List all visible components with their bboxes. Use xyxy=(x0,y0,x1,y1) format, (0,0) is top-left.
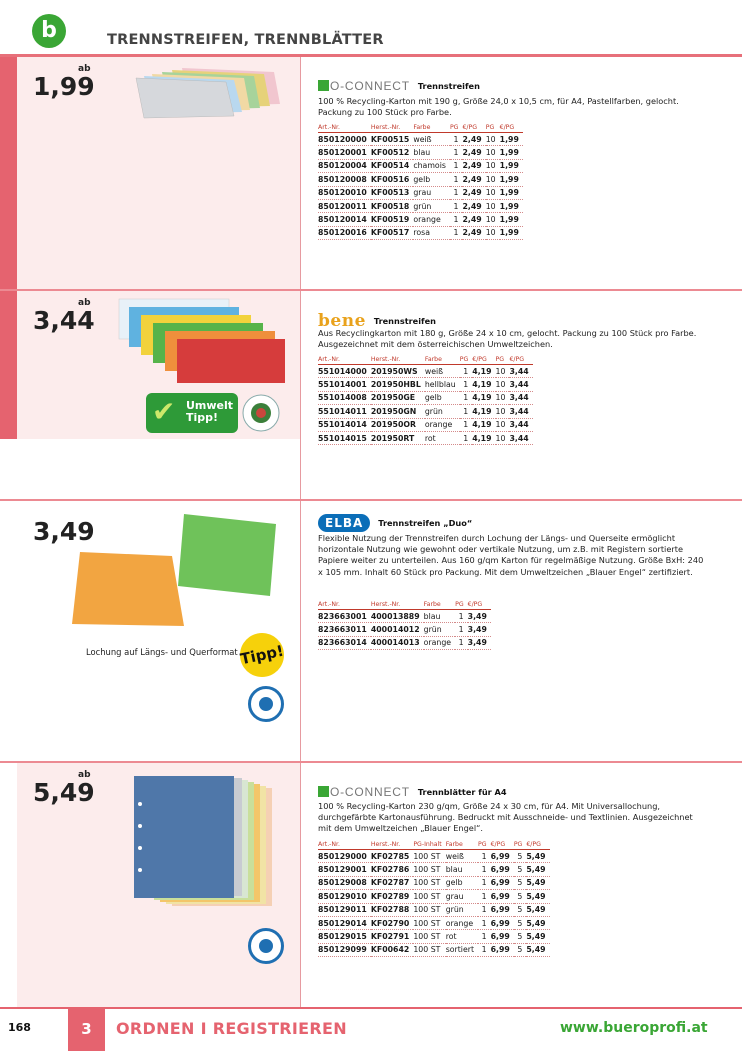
table-cell: KF02788 xyxy=(371,903,414,916)
table-cell: 1 xyxy=(450,199,463,212)
table-cell: weiß xyxy=(446,850,478,863)
column-header: Herst.-Nr. xyxy=(371,124,414,133)
table-cell: 3,44 xyxy=(509,405,532,418)
table-row xyxy=(318,890,550,903)
price-prefix: ab xyxy=(78,770,91,780)
price-label: 1,99 xyxy=(33,72,95,101)
table-cell: 2,49 xyxy=(462,173,485,186)
table-cell: 5,49 xyxy=(526,916,549,929)
table-cell: 1 xyxy=(478,916,491,929)
table-cell: 1,99 xyxy=(500,199,523,212)
table-cell: KF02786 xyxy=(371,863,414,876)
table-cell: rot xyxy=(425,431,460,444)
table-cell: 4,19 xyxy=(472,405,495,418)
table-cell: grün xyxy=(425,405,460,418)
checkmark-icon: ✔ xyxy=(152,395,176,428)
table-row xyxy=(318,418,533,431)
product-image-index-sheets xyxy=(130,774,280,914)
table-cell: grau xyxy=(446,890,478,903)
column-header: PG xyxy=(450,124,463,133)
table-cell: 100 ST xyxy=(413,903,445,916)
table-cell: 100 ST xyxy=(413,850,445,863)
table-cell: 1 xyxy=(460,431,473,444)
table-cell: orange xyxy=(413,213,450,226)
table-cell: 850129011 xyxy=(318,903,371,916)
umwelt-tipp-badge: Umwelt Tipp! xyxy=(146,393,238,433)
column-header: Art.-Nr. xyxy=(318,601,371,610)
product-name: Trennstreifen xyxy=(373,316,436,326)
product-description: 100 % Recycling-Karton 230 g/qm, Größe 24 x 30 cm, für A4. Mit Universallochung, durchgefärbte Kartonausführung. Bedruckt mit Ausschneide- und Textlinien. Ausgezeichnet mit dem Umweltzeichen „Blauer Engel“. xyxy=(318,801,693,834)
table-row xyxy=(318,391,533,404)
product-name: Trennstreifen xyxy=(417,81,480,91)
table-cell: 400013889 xyxy=(371,610,424,623)
column-header: PG xyxy=(514,841,527,850)
table-cell: 850120008 xyxy=(318,173,371,186)
table-row xyxy=(318,903,550,916)
table-cell: 6,99 xyxy=(491,863,514,876)
table-cell: 1 xyxy=(460,405,473,418)
column-header: Herst.-Nr. xyxy=(371,601,424,610)
table-cell: 2,49 xyxy=(462,186,485,199)
table-cell: hellblau xyxy=(425,378,460,391)
column-header: PG xyxy=(455,601,468,610)
article-table xyxy=(318,841,550,957)
table-cell: 1 xyxy=(478,863,491,876)
table-cell: 1 xyxy=(455,623,468,636)
table-cell: 850120001 xyxy=(318,146,371,159)
column-header: PG xyxy=(496,356,510,365)
chapter-side-tab xyxy=(0,57,17,439)
table-cell: 6,99 xyxy=(491,903,514,916)
table-cell: 1 xyxy=(460,365,473,378)
table-cell: 1 xyxy=(460,418,473,431)
table-cell: 1,99 xyxy=(500,226,523,239)
table-cell: 5,49 xyxy=(526,890,549,903)
table-cell: 3,49 xyxy=(468,623,491,636)
table-cell: 6,99 xyxy=(491,930,514,943)
table-cell: rot xyxy=(446,930,478,943)
table-cell: 400014013 xyxy=(371,636,424,649)
table-cell: 5 xyxy=(514,876,527,889)
column-header: Farbe xyxy=(424,601,455,610)
table-cell: 1,99 xyxy=(500,173,523,186)
table-cell: 5,49 xyxy=(526,850,549,863)
table-cell: 10 xyxy=(496,431,510,444)
product-description: Flexible Nutzung der Trennstreifen durch Lochung der Längs- und Querseite ermöglicht horizontale Nutzung wie gewohnt oder vertikale Nutzung, um z.B. mit Registern sortierte Papiere weiter zu unterteilen. Aus 160 g/qm Karton für regelmäßige Nutzung. Größe BxH: 240 x 105 mm. Inhalt 60 Stück pro Packung. Mit dem Umweltzeichen „Blauer Engel“ zertifiziert. xyxy=(318,533,704,577)
table-cell: 4,19 xyxy=(472,431,495,444)
table-row xyxy=(318,173,523,186)
table-cell: grün xyxy=(446,903,478,916)
table-cell: weiß xyxy=(425,365,460,378)
table-cell: 100 ST xyxy=(413,890,445,903)
column-header: €/PG xyxy=(509,356,532,365)
brand-logo-elba: ELBA xyxy=(318,514,370,532)
column-header: Art.-Nr. xyxy=(318,124,371,133)
table-cell: blau xyxy=(424,610,455,623)
table-row xyxy=(318,133,523,146)
table-row xyxy=(318,876,550,889)
column-header: €/PG xyxy=(472,356,495,365)
table-cell: 201950RT xyxy=(371,431,425,444)
brand-logo-oconnect: O-CONNECT xyxy=(318,785,410,799)
product-description: 100 % Recycling-Karton mit 190 g, Größe 24,0 x 10,5 cm, für A4, Pastellfarben, gelocht. Packung zu 100 Stück pro Farbe. xyxy=(318,96,679,118)
table-cell: orange xyxy=(424,636,455,649)
table-cell: 1 xyxy=(478,850,491,863)
table-cell: 201950GE xyxy=(371,391,425,404)
table-cell: 3,49 xyxy=(468,610,491,623)
table-cell: KF00519 xyxy=(371,213,414,226)
table-cell: 551014014 xyxy=(318,418,371,431)
table-cell: 100 ST xyxy=(413,876,445,889)
chapter-title: ORDNEN I REGISTRIEREN xyxy=(116,1019,347,1038)
section-divider xyxy=(300,763,301,1008)
table-cell: blau xyxy=(413,146,450,159)
table-cell: 201950GN xyxy=(371,405,425,418)
table-cell: 5,49 xyxy=(526,876,549,889)
table-cell: 823663011 xyxy=(318,623,371,636)
section-divider xyxy=(300,291,301,500)
column-header: €/PG xyxy=(462,124,485,133)
table-cell: KF00515 xyxy=(371,133,414,146)
table-cell: 551014015 xyxy=(318,431,371,444)
product-name: Trennblätter für A4 xyxy=(417,787,507,797)
table-row xyxy=(318,636,491,649)
section-2-lower-pane xyxy=(17,439,301,499)
column-header: Herst.-Nr. xyxy=(371,841,414,850)
table-cell: KF00514 xyxy=(371,159,414,172)
table-cell: 10 xyxy=(496,391,510,404)
table-cell: orange xyxy=(425,418,460,431)
table-cell: 1 xyxy=(450,173,463,186)
table-cell: 5,49 xyxy=(526,943,549,956)
table-cell: 5 xyxy=(514,850,527,863)
table-cell: 1 xyxy=(478,903,491,916)
table-cell: 1 xyxy=(478,890,491,903)
table-cell: 551014008 xyxy=(318,391,371,404)
table-cell: 1 xyxy=(460,391,473,404)
page-title: TRENNSTREIFEN, TRENNBLÄTTER xyxy=(107,32,384,48)
table-cell: 10 xyxy=(496,365,510,378)
table-cell: 5 xyxy=(514,930,527,943)
table-cell: sortiert xyxy=(446,943,478,956)
table-cell: 850120004 xyxy=(318,159,371,172)
table-cell: 10 xyxy=(496,418,510,431)
table-cell: 5 xyxy=(514,903,527,916)
table-row xyxy=(318,863,550,876)
table-cell: 850129099 xyxy=(318,943,371,956)
table-cell: 850129010 xyxy=(318,890,371,903)
section-separator xyxy=(0,499,742,501)
table-cell: 1 xyxy=(450,226,463,239)
table-cell: 100 ST xyxy=(413,930,445,943)
table-cell: KF02791 xyxy=(371,930,414,943)
table-cell: 6,99 xyxy=(491,876,514,889)
table-row xyxy=(318,146,523,159)
table-cell: KF00512 xyxy=(371,146,414,159)
table-cell: 1,99 xyxy=(500,213,523,226)
table-row xyxy=(318,159,523,172)
brand-logo: b xyxy=(32,14,66,48)
table-cell: 2,49 xyxy=(462,199,485,212)
table-cell: 100 ST xyxy=(413,863,445,876)
table-cell: 5 xyxy=(514,863,527,876)
table-cell: KF02789 xyxy=(371,890,414,903)
table-cell: 10 xyxy=(486,173,500,186)
table-row xyxy=(318,916,550,929)
table-cell: 551014011 xyxy=(318,405,371,418)
table-cell: 850129014 xyxy=(318,916,371,929)
brand-row xyxy=(318,79,480,93)
table-cell: 3,44 xyxy=(509,378,532,391)
column-header: Farbe xyxy=(446,841,478,850)
table-cell: 100 ST xyxy=(413,916,445,929)
section-divider xyxy=(300,501,301,761)
table-cell: 1,99 xyxy=(500,159,523,172)
column-header: Art.-Nr. xyxy=(318,356,371,365)
table-cell: 10 xyxy=(486,226,500,239)
table-cell: 1 xyxy=(450,133,463,146)
table-row xyxy=(318,213,523,226)
table-cell: 10 xyxy=(486,199,500,212)
table-cell: 2,49 xyxy=(462,159,485,172)
column-header: €/PG xyxy=(526,841,549,850)
table-cell: 1 xyxy=(478,943,491,956)
table-row xyxy=(318,378,533,391)
table-cell: 3,44 xyxy=(509,391,532,404)
table-cell: KF00513 xyxy=(371,186,414,199)
chapter-number: 3 xyxy=(68,1008,105,1051)
table-cell: 5,49 xyxy=(526,930,549,943)
table-cell: 1 xyxy=(460,378,473,391)
price-prefix: ab xyxy=(78,298,91,308)
page-number: 168 xyxy=(8,1021,31,1034)
table-row xyxy=(318,850,550,863)
table-cell: 850120011 xyxy=(318,199,371,212)
image-caption: Lochung auf Längs- und Querformat xyxy=(86,647,238,657)
table-row xyxy=(318,226,523,239)
column-header: €/PG xyxy=(468,601,491,610)
table-cell: gelb xyxy=(446,876,478,889)
table-cell: 10 xyxy=(486,159,500,172)
table-cell: 2,49 xyxy=(462,146,485,159)
table-cell: 1,99 xyxy=(500,146,523,159)
table-cell: orange xyxy=(446,916,478,929)
article-table xyxy=(318,601,491,650)
table-cell: chamois xyxy=(413,159,450,172)
table-cell: 2,49 xyxy=(462,213,485,226)
table-cell: 5 xyxy=(514,916,527,929)
table-cell: 1 xyxy=(478,876,491,889)
table-cell: 6,99 xyxy=(491,916,514,929)
table-cell: rosa xyxy=(413,226,450,239)
column-header: PG xyxy=(478,841,491,850)
tipp-badge: Tipp! xyxy=(236,629,288,681)
table-cell: 4,19 xyxy=(472,391,495,404)
table-cell: gelb xyxy=(413,173,450,186)
table-cell: 4,19 xyxy=(472,378,495,391)
table-cell: 1 xyxy=(455,610,468,623)
table-cell: KF02785 xyxy=(371,850,414,863)
table-cell: 823663014 xyxy=(318,636,371,649)
table-cell: gelb xyxy=(425,391,460,404)
column-header: Farbe xyxy=(413,124,450,133)
column-header: Farbe xyxy=(425,356,460,365)
table-cell: 6,99 xyxy=(491,850,514,863)
table-row xyxy=(318,623,491,636)
brand-row xyxy=(318,514,472,532)
table-cell: 10 xyxy=(486,186,500,199)
table-cell: KF02790 xyxy=(371,916,414,929)
table-cell: 5,49 xyxy=(526,903,549,916)
table-cell: KF00516 xyxy=(371,173,414,186)
column-header: Herst.-Nr. xyxy=(371,356,425,365)
table-cell: grün xyxy=(413,199,450,212)
table-cell: 850129000 xyxy=(318,850,371,863)
column-header: PG xyxy=(460,356,473,365)
table-cell: KF00518 xyxy=(371,199,414,212)
table-cell: 551014000 xyxy=(318,365,371,378)
blauer-engel-icon xyxy=(248,686,284,722)
table-row xyxy=(318,431,533,444)
table-cell: 5,49 xyxy=(526,863,549,876)
column-header: €/PG xyxy=(491,841,514,850)
table-row xyxy=(318,405,533,418)
table-cell: 5 xyxy=(514,890,527,903)
table-row xyxy=(318,199,523,212)
column-header: PG-Inhalt xyxy=(413,841,445,850)
table-cell: 201950OR xyxy=(371,418,425,431)
table-cell: 1,99 xyxy=(500,186,523,199)
column-header: Art.-Nr. xyxy=(318,841,371,850)
footer-separator xyxy=(0,1007,742,1009)
column-header: €/PG xyxy=(500,124,523,133)
table-cell: 3,44 xyxy=(509,431,532,444)
table-cell: 10 xyxy=(486,133,500,146)
table-row xyxy=(318,943,550,956)
table-cell: 10 xyxy=(486,146,500,159)
brand-row xyxy=(318,785,507,799)
table-cell: 2,49 xyxy=(462,226,485,239)
product-description: Aus Recyclingkarton mit 180 g, Größe 24 x 10 cm, gelocht. Packung zu 100 Stück pro Farbe. Ausgezeichnet mit dem österreichischen Umweltzeichen. xyxy=(318,328,697,350)
table-cell: 850129008 xyxy=(318,876,371,889)
table-cell: 850120014 xyxy=(318,213,371,226)
table-cell: 10 xyxy=(486,213,500,226)
table-cell: 1,99 xyxy=(500,133,523,146)
table-cell: 1 xyxy=(455,636,468,649)
table-cell: 850129015 xyxy=(318,930,371,943)
table-cell: 4,19 xyxy=(472,418,495,431)
column-header: PG xyxy=(486,124,500,133)
table-cell: 201950WS xyxy=(371,365,425,378)
table-cell: 1 xyxy=(450,159,463,172)
table-cell: 2,49 xyxy=(462,133,485,146)
table-cell: KF00517 xyxy=(371,226,414,239)
price-prefix: ab xyxy=(78,64,91,74)
price-label: 5,49 xyxy=(33,778,95,807)
table-row xyxy=(318,365,533,378)
table-cell: 1 xyxy=(450,146,463,159)
table-row xyxy=(318,610,491,623)
blauer-engel-icon xyxy=(248,928,284,964)
table-cell: 1 xyxy=(478,930,491,943)
table-cell: 5 xyxy=(514,943,527,956)
table-cell: KF00642 xyxy=(371,943,414,956)
price-label: 3,44 xyxy=(33,306,95,335)
table-cell: 850129001 xyxy=(318,863,371,876)
table-row xyxy=(318,930,550,943)
table-cell: 10 xyxy=(496,405,510,418)
table-cell: 201950HBL xyxy=(371,378,425,391)
table-cell: grün xyxy=(424,623,455,636)
table-cell: KF02787 xyxy=(371,876,414,889)
price-label: 3,49 xyxy=(33,517,95,546)
table-cell: 1 xyxy=(450,213,463,226)
table-cell: 3,44 xyxy=(509,418,532,431)
website-link[interactable]: www.bueroprofi.at xyxy=(560,1020,708,1036)
article-table xyxy=(318,124,523,240)
brand-logo-oconnect: O-CONNECT xyxy=(318,79,410,93)
table-cell: 551014001 xyxy=(318,378,371,391)
table-cell: 6,99 xyxy=(491,890,514,903)
table-cell: 850120010 xyxy=(318,186,371,199)
table-cell: 6,99 xyxy=(491,943,514,956)
product-image-duo-strips xyxy=(66,506,286,636)
table-cell: blau xyxy=(446,863,478,876)
table-cell: 100 ST xyxy=(413,943,445,956)
table-cell: 850120000 xyxy=(318,133,371,146)
table-cell: 3,49 xyxy=(468,636,491,649)
table-cell: 10 xyxy=(496,378,510,391)
table-cell: 4,19 xyxy=(472,365,495,378)
product-image-divider-strips xyxy=(117,297,287,387)
product-image-divider-strips xyxy=(134,64,284,124)
product-name: Trennstreifen „Duo“ xyxy=(378,518,473,528)
table-row xyxy=(318,186,523,199)
table-cell: 850120016 xyxy=(318,226,371,239)
article-table xyxy=(318,356,533,445)
table-cell: weiß xyxy=(413,133,450,146)
table-cell: 1 xyxy=(450,186,463,199)
table-cell: 3,44 xyxy=(509,365,532,378)
section-divider xyxy=(300,57,301,289)
table-cell: 823663001 xyxy=(318,610,371,623)
table-cell: 400014012 xyxy=(371,623,424,636)
table-cell: grau xyxy=(413,186,450,199)
brand-logo-bene: bene xyxy=(318,311,366,331)
umweltzeichen-seal-icon xyxy=(240,392,282,434)
